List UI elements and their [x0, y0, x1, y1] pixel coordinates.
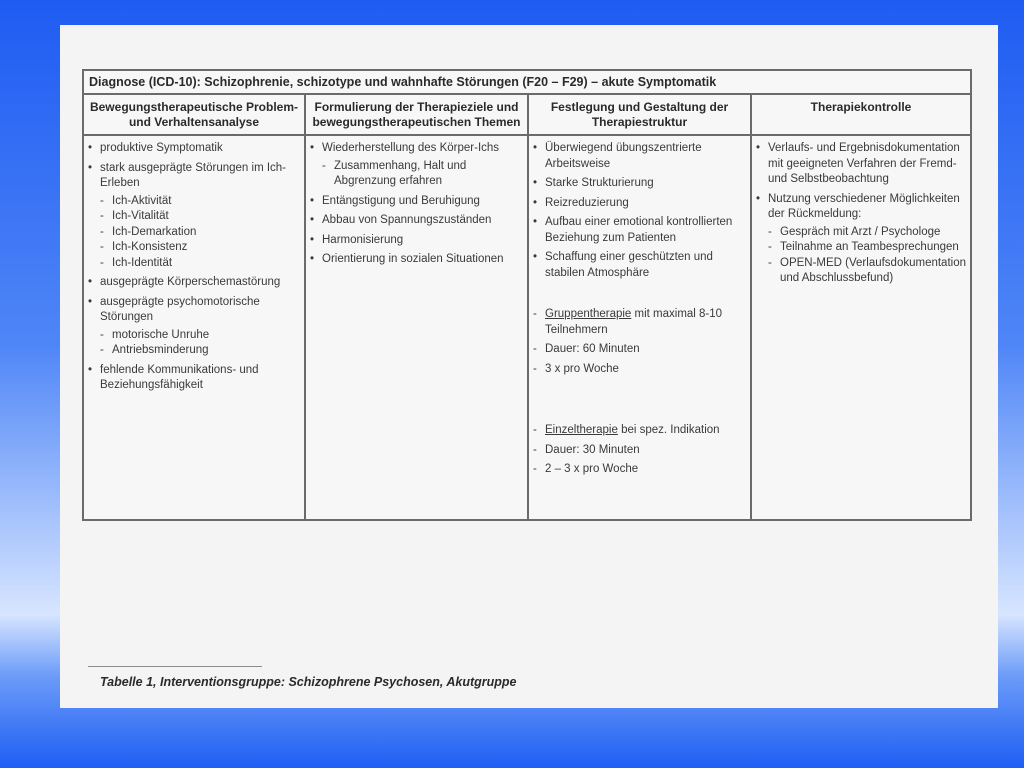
sub-item: - Antriebsminderung [100, 344, 209, 356]
list-item: • Harmonisierung [310, 233, 404, 246]
sub-item: - Ich-Identität [100, 256, 173, 269]
col-therapy-goals [306, 136, 529, 519]
intervention-table [82, 69, 972, 521]
list-item: • produktive Symptomatik [88, 142, 223, 154]
sub-item: - Ich-Vitalität [100, 210, 169, 222]
header-problem-analysis [84, 95, 306, 136]
sub-list [768, 225, 966, 287]
group-therapy-item: - Gruppentherapie mit maximal 8-10 Teilnehmern [533, 308, 723, 336]
header-line: Therapiestruktur [591, 115, 688, 129]
list-item: • Orientierung in sozialen Situationen [310, 253, 504, 265]
list-item: • Entängstigung und Beruhigung [310, 194, 480, 207]
header-therapy-control [752, 95, 970, 136]
header-line: Bewegungstherapeutische Problem- [89, 100, 299, 114]
col-therapy-control [752, 136, 970, 519]
col-therapy-structure [529, 136, 752, 519]
sub-item: - Ich-Konsistenz [100, 241, 188, 253]
single-therapy-title: Einzeltherapie [545, 424, 618, 436]
single-therapy-item: - Einzeltherapie bei spez. Indikation [533, 424, 720, 436]
header-therapy-structure [529, 95, 752, 136]
list-item: • Abbau von Spannungszuständen [310, 214, 492, 226]
sub-item: - Dauer: 30 Minuten [533, 443, 640, 456]
sub-item: - Dauer: 60 Minuten [533, 343, 640, 355]
header-line: bewegungstherapeutischen Themen [312, 115, 521, 129]
sub-item: - OPEN-MED (Verlaufsdokumentation und Abschlussbefund) [768, 256, 966, 284]
header-line: Therapiekontrolle [810, 100, 912, 114]
sub-item: - Zusammenhang, Halt und Abgrenzung erfahren [322, 159, 467, 187]
list-item: • stark ausgeprägte Störungen im Ich-Erleben [88, 161, 287, 189]
caption-rule [88, 666, 262, 667]
list-item: • Verlaufs- und Ergebnisdokumentation mit geeigneten Verfahren der Fremd- und Selbstbeobachtung [756, 142, 960, 185]
list-item: • fehlende Kommunikations- und Beziehungsfähigkeit [88, 363, 259, 391]
sub-item: - 3 x pro Woche [533, 362, 619, 375]
list-item: • Aufbau einer emotional kontrollierten Beziehung zum Patienten [533, 216, 733, 244]
list-item: • ausgeprägte Körperschemastörung [88, 276, 281, 288]
list-item: • Überwiegend übungszentrierte Arbeitsweise [533, 142, 702, 170]
header-line: Formulierung der Therapieziele und [314, 100, 519, 114]
sub-item: - Gespräch mit Arzt / Psychologe [768, 225, 941, 238]
list-item: • ausgeprägte psychomotorische Störungen [88, 295, 260, 323]
col-problem-analysis [84, 136, 306, 519]
list-item: • Starke Strukturierung [533, 177, 654, 189]
header-therapy-goals [306, 95, 529, 136]
list-item: • Wiederherstellung des Körper-Ichs [310, 142, 500, 154]
sub-list [100, 328, 300, 359]
sub-item: - Teilnahme an Teambesprechungen [768, 241, 959, 253]
sub-item: - 2 – 3 x pro Woche [533, 463, 639, 475]
slide [60, 25, 998, 708]
list-item: • Nutzung verschiedener Möglichkeiten der Rückmeldung: [756, 192, 960, 220]
header-line: und Verhaltensanalyse [128, 115, 260, 129]
list-item: • Schaffung einer geschützten und stabilen Atmosphäre [533, 251, 713, 279]
table-caption: Tabelle 1, Interventionsgruppe: Schizophrene Psychosen, Akutgruppe [100, 675, 517, 689]
header-line: Festlegung und Gestaltung der [550, 100, 729, 114]
sub-list [100, 194, 300, 272]
diagnosis-header: Diagnose (ICD-10): Schizophrenie, schizotype und wahnhafte Störungen (F20 – F29) – akute Symptomatik [84, 71, 970, 95]
sub-item: - Ich-Demarkation [100, 225, 197, 238]
list-item: • Reizreduzierung [533, 196, 629, 209]
sub-item: - motorische Unruhe [100, 328, 210, 341]
sub-item: - Ich-Aktivität [100, 194, 172, 207]
sub-list [322, 159, 523, 190]
group-therapy-title: Gruppentherapie [545, 308, 632, 320]
